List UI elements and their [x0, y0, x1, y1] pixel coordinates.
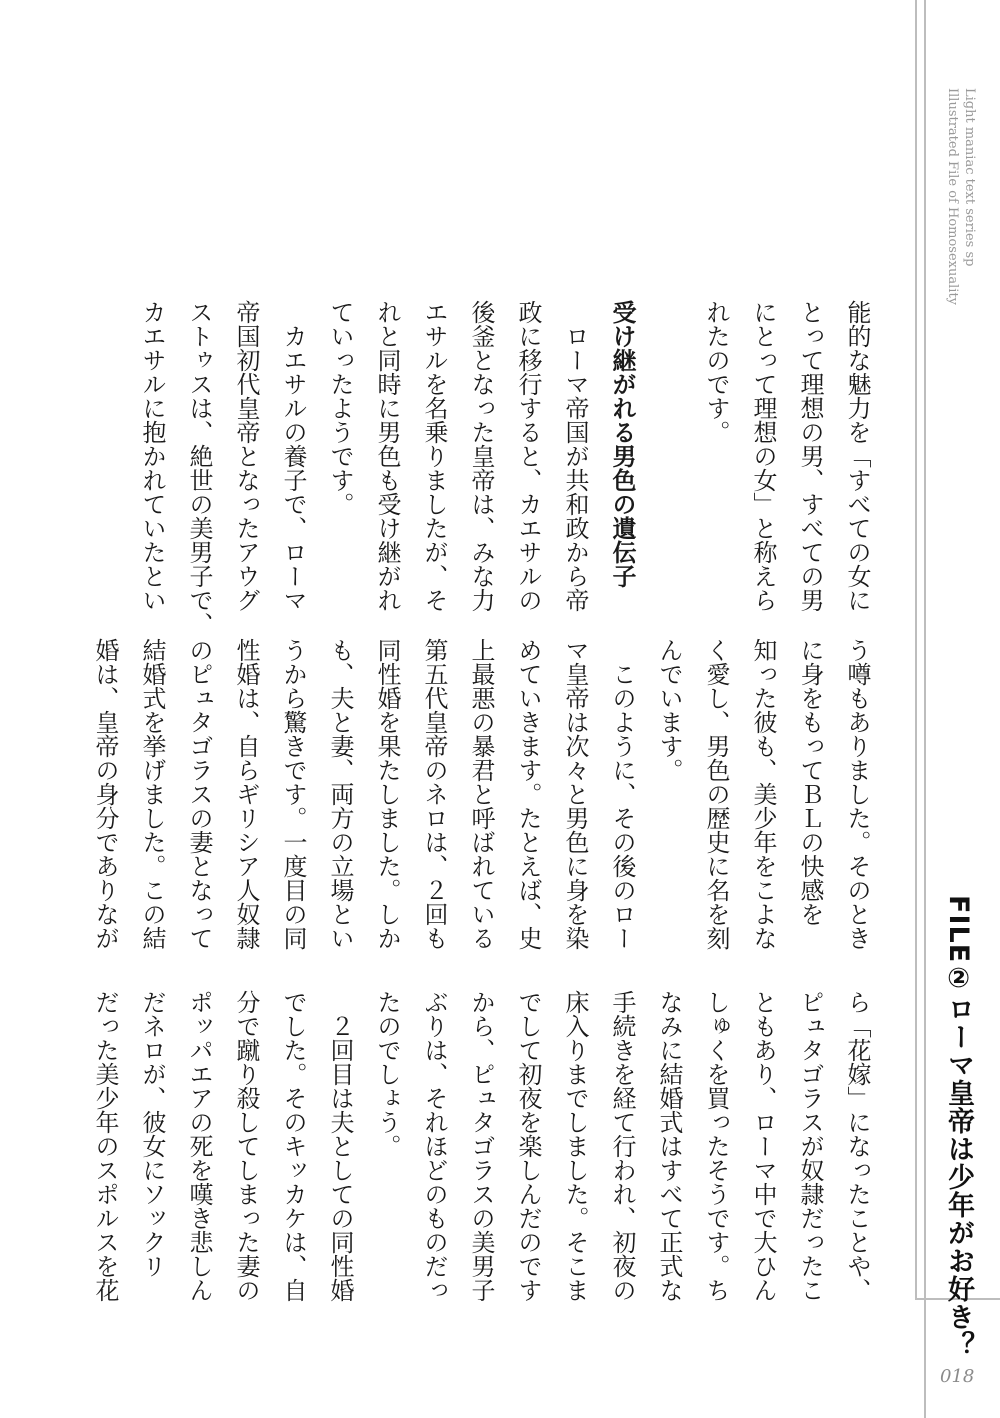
text-column: でして初夜を楽しんだのです — [514, 990, 542, 1302]
text-tier-middle — [80, 638, 880, 958]
text-column: 床入りまでしました。そこま — [561, 990, 589, 1302]
margin-rule-outer — [915, 0, 917, 1300]
text-column: にとって理想の女」と称えら — [749, 300, 777, 612]
text-column: マ皇帝は次々と男色に身を染 — [561, 638, 589, 950]
text-column: 能的な魅力を「すべての女に — [843, 300, 871, 612]
margin-rule-inner — [924, 0, 926, 1418]
text-column: 政に移行すると、カエサルの — [514, 300, 542, 612]
text-column: めていきます。たとえば、史 — [514, 638, 542, 950]
text-column: う噂もありました。そのとき — [843, 638, 871, 950]
text-column: 性婚は、自らギリシア人奴隷 — [232, 638, 260, 950]
text-column: ぶりは、それほどのものだっ — [420, 990, 448, 1302]
text-column: なみに結婚式はすべて正式な — [655, 990, 683, 1302]
text-column: このように、その後のロー — [608, 638, 636, 950]
text-column: から、ピュタゴラスの美男子 — [467, 990, 495, 1302]
text-column: 婚は、皇帝の身分でありなが — [91, 638, 119, 950]
series-header — [938, 88, 978, 328]
text-column: カエサルの養子で、ローマ — [279, 300, 307, 612]
text-column: ストゥスは、絶世の美男子で、 — [185, 300, 213, 636]
text-column: でした。そのキッカケは、自 — [279, 990, 307, 1302]
text-column: く愛し、男色の歴史に名を刻 — [702, 638, 730, 950]
series-line-2: Illustrated File of Homosexuality — [945, 88, 960, 306]
text-column: だった美少年のスポルスを花 — [91, 990, 119, 1302]
text-column: 知った彼も、美少年をこよな — [749, 638, 777, 950]
text-column: とって理想の男、すべての男 — [796, 300, 824, 612]
text-tier-bottom — [80, 990, 880, 1310]
text-column: 結婚式を挙げました。この結 — [138, 638, 166, 950]
section-heading: 受け継がれる男色の遺伝子 — [608, 300, 636, 588]
text-column: 第五代皇帝のネロは、２回も — [420, 638, 448, 950]
text-column: ピュタゴラスが奴隷だったこ — [796, 990, 824, 1302]
text-column: たのでしょう。 — [373, 990, 401, 1158]
text-column: ローマ帝国が共和政から帝 — [561, 300, 589, 612]
text-column: ともあり、ローマ中で大ひん — [749, 990, 777, 1302]
text-column: ら「花嫁」になったことや、 — [843, 990, 871, 1302]
text-column: 分で蹴り殺してしまった妻の — [232, 990, 260, 1302]
text-column: うから驚きです。一度目の同 — [279, 638, 307, 950]
text-column: エサルを名乗りましたが、そ — [420, 300, 448, 612]
text-column: に身をもってＢＬの快感を — [796, 638, 824, 926]
page-number: 018 — [940, 1366, 975, 1387]
text-column: カエサルに抱かれていたとい — [138, 300, 166, 612]
text-column: 後釜となった皇帝は、みな力 — [467, 300, 495, 612]
text-column: れと同時に男色も受け継がれ — [373, 300, 401, 612]
text-column: だネロが、彼女にソックリ — [138, 990, 166, 1278]
text-column: も、夫と妻、両方の立場とい — [326, 638, 354, 950]
series-line-1: Light maniac text series sp — [962, 88, 977, 267]
text-column: のピュタゴラスの妻となって — [185, 638, 213, 950]
text-column: ポッパエアの死を嘆き悲しん — [185, 990, 213, 1302]
text-column: 手続きを経て行われ、初夜の — [608, 990, 636, 1302]
text-column-blank — [645, 300, 692, 620]
text-column: ていったようです。 — [326, 300, 354, 516]
chapter-title: FILE②ローマ皇帝は少年がお好き？ — [943, 895, 974, 1360]
text-column: んでいます。 — [655, 638, 683, 782]
text-tier-top — [80, 300, 880, 636]
text-column: 上最悪の暴君と呼ばれている — [467, 638, 495, 950]
text-column: 同性婚を果たしました。しか — [373, 638, 401, 950]
text-column: ２回目は夫としての同性婚 — [326, 990, 354, 1302]
text-column: しゅくを買ったそうです。ち — [702, 990, 730, 1302]
text-column: 帝国初代皇帝となったアウグ — [232, 300, 260, 612]
text-column: れたのです。 — [702, 300, 730, 444]
